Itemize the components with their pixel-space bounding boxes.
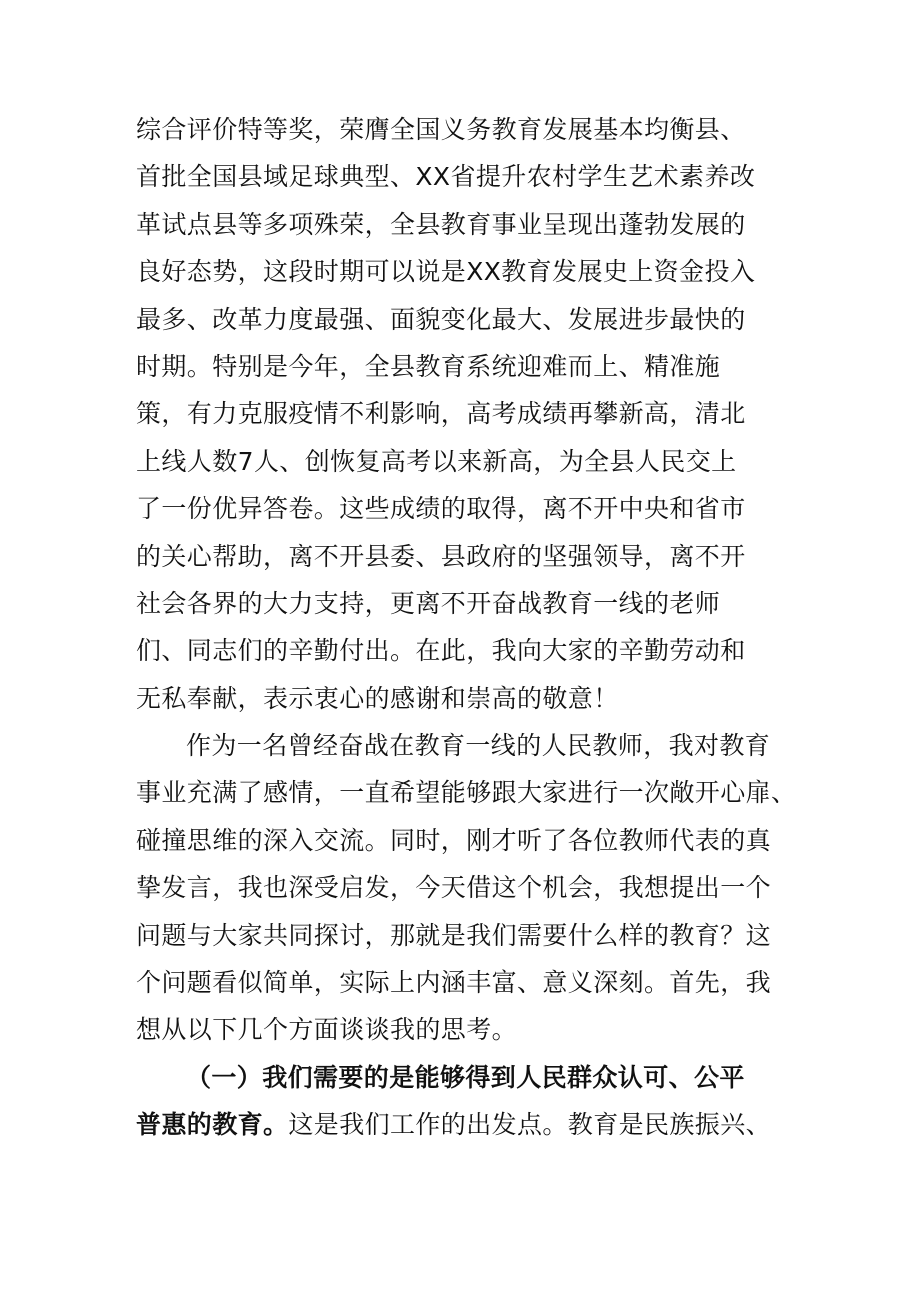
text-line: 社会各界的大力支持，更离不开奋战教育一线的老师 [136,588,721,618]
text-line: 策，有力克服疫情不利影响，高考成绩再攀新高，清北 [136,399,746,429]
text-line: 良好态势，这段时期可以说是XX教育发展史上资金投入 [136,257,756,287]
document-body [136,106,796,1149]
text-line: 们、同志们的辛勤付出。在此，我向大家的辛勤劳动和 [136,636,746,666]
text-line: 作为一名曾经奋战在教育一线的人民教师，我对教育 [186,731,771,761]
text-line: 的关心帮助，离不开县委、县政府的坚强领导，离不开 [136,541,746,571]
text-line [136,1101,796,1148]
section-1 [136,1054,796,1149]
text-line: 时期。特别是今年，全县教育系统迎难而上、精准施 [136,351,721,381]
text-line: 首批全国县域足球典型、XX省提升农村学生艺术素养改 [136,162,756,192]
text-line: 了一份优异答卷。这些成绩的取得，离不开中央和省市 [136,494,746,524]
text-line: 上线人数7人、创恢复高考以来新高，为全县人民交上 [136,446,737,476]
section-heading-end: 普惠的教育。 [136,1110,289,1140]
text-line: 革试点县等多项殊荣，全县教育事业呈现出蓬勃发展的 [136,209,746,239]
text-line: 事业充满了感情，一直希望能够跟大家进行一次敞开心扉、 [136,778,797,808]
section-text: 这是我们工作的出发点。教育是民族振兴、 [288,1110,772,1140]
paragraph-2 [136,722,796,1054]
text-line: 综合评价特等奖，荣膺全国义务教育发展基本均衡县、 [136,115,746,144]
text-line: 无私奉献，表示衷心的感谢和崇高的敬意！ [136,683,619,713]
text-line: 挚发言，我也深受启发，今天借这个机会，我想提出一个 [136,873,772,903]
text-line: 碰撞思维的深入交流。同时，刚才听了各位教师代表的真 [136,825,772,855]
paragraph-1 [136,106,796,722]
section-heading: （一）我们需要的是能够得到人民群众认可、公平 [186,1062,745,1092]
text-line: 问题与大家共同探讨，那就是我们需要什么样的教育？这 [136,920,772,950]
text-line: 最多、改革力度最强、面貌变化最大、发展进步最快的 [136,304,746,334]
text-line: 个问题看似简单，实际上内涵丰富、意义深刻。首先，我 [136,968,772,998]
text-line: 想从以下几个方面谈谈我的思考。 [136,1015,518,1045]
